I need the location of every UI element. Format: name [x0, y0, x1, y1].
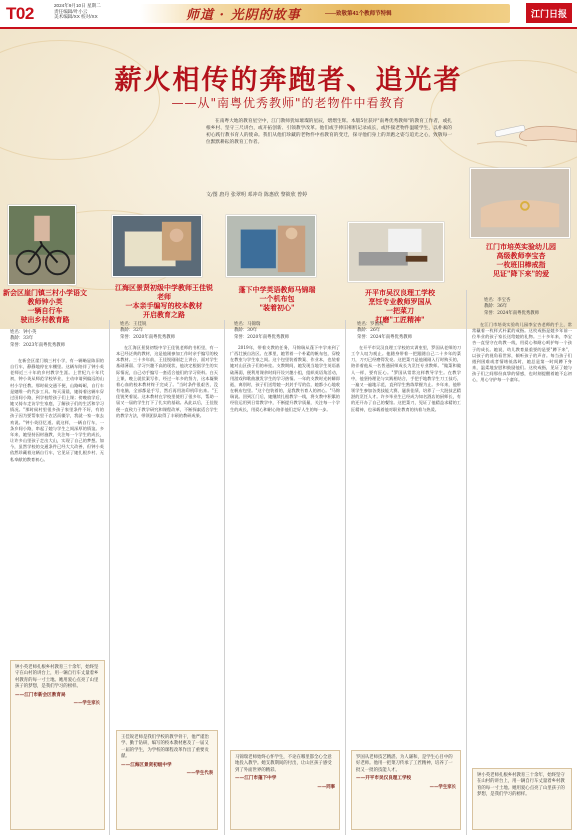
- info-line: 姓名：罗国从: [357, 322, 384, 327]
- intro-paragraph: 在南粤大地的教育星空中，江门教师犹如璀璨的星辰，熠熠生辉。本版5位获评"南粤优秀教师"的教育工作者，或扎根乡村、坚守三尺讲台，或开拓创新、引领教学改革。他们或手捧旧相机记录成长，或怀揣老物件温暖学生，以朴素的初心践行教书育人的使命。我们从他们珍藏的老物件中看教育的变迁，探寻他们身上的奔跑之姿与追光之心，致敬每一位默默耕耘的教育工作者。: [206, 119, 452, 146]
- quote-text: 罗国从老师技艺精湛、为人谦和，是学生心目中的好老师。他用一把菜刀传承了工匠精神，培养了一批又一批的技能人才。: [356, 755, 453, 773]
- info-line: 荣誉：2024年南粤优秀教师: [484, 310, 540, 316]
- page-number: T02: [6, 4, 34, 23]
- info-line: 教龄：30年: [234, 328, 258, 334]
- photo-canvas-bag: [226, 215, 316, 277]
- quote-text: 马锦瑞老师始终心怀学生，不论在哪里都全心全意地投入教学。她支教期间的付出，让山区孩子感受到了外面世界的精彩。: [235, 755, 332, 773]
- article-column: [472, 322, 572, 762]
- profile-info: [484, 298, 572, 317]
- newspaper-logo: 江门日报: [526, 3, 572, 23]
- quote-text: 钟小英老师扎根乡村教育三十余年，始终坚守在山村的讲台上，用一辆自行车丈量着乡村教育的每一寸土地。她用爱心点亮了山里孩子的梦想，是我们学习的榜样。: [477, 773, 565, 798]
- column-divider: [109, 320, 110, 835]
- sub-headline: ——从"南粤优秀教师"的老物件中看教育: [171, 96, 406, 110]
- column-divider: [466, 290, 467, 835]
- quote-author: ——学生家长: [429, 784, 456, 790]
- profile-info: [357, 322, 447, 341]
- article-text: 在江门市培英实验幼儿园李宝杏老师的手上，常常戴着一枚样式朴素的戒指。这枚戒指是她多年前一位毕业的孩子家长送给她的礼物。三十多年来，李宝杏一直坚守在幼教一线，用爱心和耐心呵护每一个孩子的成长。她说，幼儿教育最重要的是要"蹲下来"，以孩子的视角看世界，倾听孩子的声音。每当孩子们遇到困难或者情绪低落时，她总是第一时间蹲下身来，温柔地安慰和鼓励他们。这枚戒指，见证了她与孩子们之间那份真挚的情感，也时刻提醒着她不忘初心，用心守护每一个童年。: [472, 322, 572, 383]
- article-text: 在新会区崖门镇三村小学，有一辆略显陈旧的自行车，静静地停在车棚里。这辆车陪伴了钟小英老师近三十年的乡村教学生涯。上世纪九十年代初，钟小英从师范学校毕业，主动申请到偏远的山村小学任教。那时候交通不便，山路崎岖，自行车是她唯一的代步工具。每天清晨，她骑着这辆车穿过田间小路，到学校给孩子们上课；傍晚放学后，她又骑车走访学生家庭，了解孩子们的生活和学习情况。"那时候村里很多孩子家里条件不好，有的孩子因为要帮家里干农活而辍学，我就一家一家去劝说。"钟小英回忆道。就这样，一辆自行车，一条乡间小路，串起了她与学生之间深厚的情谊。多年来，她坚持因材施教，关注每一个学生的成长，让许多山里孩子走出大山，实现了自己的梦想。如今，虽然学校的交通条件已经大大改善，但钟小英依然珍藏着这辆自行车，它见证了她扎根乡村、无私奉献的教育初心。: [10, 358, 104, 462]
- profile-info: [234, 322, 324, 341]
- photo-bicycle: [8, 205, 76, 285]
- info-line: 姓名：李宝杏: [484, 298, 511, 303]
- section-subtitle: ——致敬第41个教师节特辑: [325, 11, 392, 17]
- info-line: 荣誉：2020年南粤优秀教师: [120, 334, 176, 340]
- byline: 文/图 唐丹 张翠明 邓冲奇 陈惠欣 黎筱欣 曾婷: [206, 192, 308, 198]
- article-text: 2019年，带着支教的任务，马锦瑞从蓬下中学来到了广西壮族自治区。在那里，她背着一个朴素的帆布包，穿梭在教室与学生家之间。这个包里装着教案、作业本，也装着她对山区孩子们的牵挂。支教期间，她发现当地学生英语基础薄弱，便利用课余时间开设兴趣小组，组织英语角活动，用游戏和歌曲激发学生的学习热情。一年的支教时光转瞬即逝，离别时，孩子们送给她一封封手写的信，她都小心地收在帆布包里。"这个包装着的，是我教书育人的初心。"马锦瑞说。回到江门后，她继续扎根教学一线，将支教中积累的经验运用到日常教学中，不断提升教学质量，关注每一个学生的成长，用爱心和耐心陪伴他们走好人生的每一步。: [230, 345, 340, 412]
- quote-box: [10, 660, 105, 830]
- info-line: 教龄：26年: [357, 328, 381, 334]
- quote-text: 王佳锐老师是我们学校的教学骨干，他严谨治学、勤于钻研，编写的校本教材惠及了一届又一届的学生，为学校的课程改革作出了重要贡献。: [121, 735, 209, 760]
- quote-box: [116, 730, 218, 830]
- article-column: [230, 345, 340, 743]
- profile-caption: 新会区崖门镇三村小学语文教师钟小英 一辆自行车 驶出乡村教育路: [3, 288, 87, 324]
- info-line: 荣誉：2020年南粤优秀教师: [234, 334, 290, 340]
- quote-author: ——学生代表: [186, 771, 213, 777]
- article-text: 在开平市吴汉良理工学校的实训室里，罗国从老师的刀工令人叹为观止。他随身带着一把跟随自己二十多年的菜刀，刀刃已经磨得发亮。这把菜刀是他刚刚入行时购买的，陪伴着他从一名普通厨师成长为烹饪专业教师。"做菜和做人一样，要有匠心。"罗国从常常这样教导学生。在教学中，他坚持理论与实践相结合，手把手地教学生刀工技巧，一遍又一遍地示范，直到学生熟练掌握为止。多年来，他带领学生参加各类技能大赛，屡获佳绩，培养了一大批技艺精湛的烹饪人才。许多毕业生已经成为知名酒店的厨师长，有的还开办了自己的餐馆。这把菜刀，见证了他精益求精的工匠精神，也承载着他对职业教育的执着与热爱。: [351, 345, 461, 412]
- info-line: 姓名：钟小英: [10, 330, 37, 335]
- info-line: 教龄：32年: [120, 328, 144, 334]
- quote-source: ——江海区景贤初级中学: [121, 762, 172, 768]
- profile-caption: 江海区景贤初级中学教师王佳锐老师 一本亲手编写的校本教材 开启教育之路: [115, 283, 213, 319]
- quote-author: ——学生家长: [73, 701, 100, 707]
- quote-author: ——同事: [317, 784, 335, 790]
- profile-caption: 江门市培英实验幼儿园 高级教师李宝杏 一枚班旧棒戒指 见证"降下来"的爱: [486, 242, 556, 278]
- info-line: 荣誉：2023年南粤优秀教师: [10, 342, 66, 348]
- article-text: 在江海区景贤初级中学王佳锐老师的书柜里，有一本已经泛黄的教材，这是他刚参加工作时亲手编写的校本教材。三十多年前，王佳锐刚刚走上讲台，面对学生基础薄弱、学习兴趣不高的现状，他决定根据学生的实际情况，自己动手编写一套适合他们的学习资料。白天上课，晚上就伏案写作，经过一年多的努力，这本凝聚着心血的校本教材终于完成了。"当时条件很艰苦，没有电脑，全部都是手写，然后再用油印机印出来。"王佳锐笑着说。这本教材在学校里使用了很多年，帮助一届又一届的学生打下了扎实的基础。从此以后，王佳锐便一直致力于教学研究和课程改革，不断探索适合学生的教学方法，带领团队取得了丰硕的教研成果。: [116, 345, 218, 418]
- info-line: 姓名：马锦瑞: [234, 322, 261, 327]
- info-line: 教龄：33年: [10, 336, 34, 342]
- issue-line: 责任编辑/叶小云: [54, 8, 88, 14]
- photo-ring-hand: [470, 168, 570, 238]
- article-column: [116, 345, 218, 723]
- issue-line: 2024年9月10日 星期二: [54, 3, 101, 8]
- main-headline: 薪火相传的奔跑者、追光者: [114, 65, 463, 96]
- info-line: 姓名：王佳锐: [120, 322, 147, 327]
- profile-caption: 开平市吴汉良理工学校 烹饪专业教师罗国从 一把菜刀 打磨"工匠精神": [365, 288, 435, 324]
- photo-kitchen-knife: [348, 222, 444, 282]
- section-title: 师道 · 光阴的故事: [186, 8, 301, 23]
- quote-box: [472, 768, 572, 830]
- info-line: 荣誉：2024年南粤优秀教师: [357, 334, 413, 340]
- article-column: [351, 345, 461, 743]
- column-divider: [345, 320, 346, 835]
- profile-info: [10, 330, 90, 349]
- quote-source: ——江门市新会区教育局: [15, 692, 66, 698]
- issue-info: [54, 3, 126, 20]
- masthead: [0, 0, 577, 28]
- issue-line: 美术编辑/XX 校对/XX: [54, 14, 98, 20]
- quote-source: ——开平市吴汉良理工学校: [356, 776, 412, 782]
- photo-textbook: [112, 215, 202, 277]
- article-column: [10, 358, 104, 653]
- quote-source: ——江门市蓬下中学: [235, 776, 277, 782]
- quote-text: 钟小英老师扎根乡村教育三十余年，始终坚守在山村的讲台上，用一辆自行车丈量着乡村教育的每一寸土地。她用爱心点亮了山里孩子的梦想，是我们学习的榜样。: [15, 665, 99, 690]
- profile-caption: 蓬下中学英语教师马锦瑞 一个机布包 "装着初心": [238, 285, 316, 312]
- info-line: 教龄：36年: [484, 304, 508, 310]
- quote-box: [230, 750, 340, 830]
- column-divider: [224, 320, 225, 835]
- profile-info: [120, 322, 210, 341]
- quote-box: [351, 750, 461, 830]
